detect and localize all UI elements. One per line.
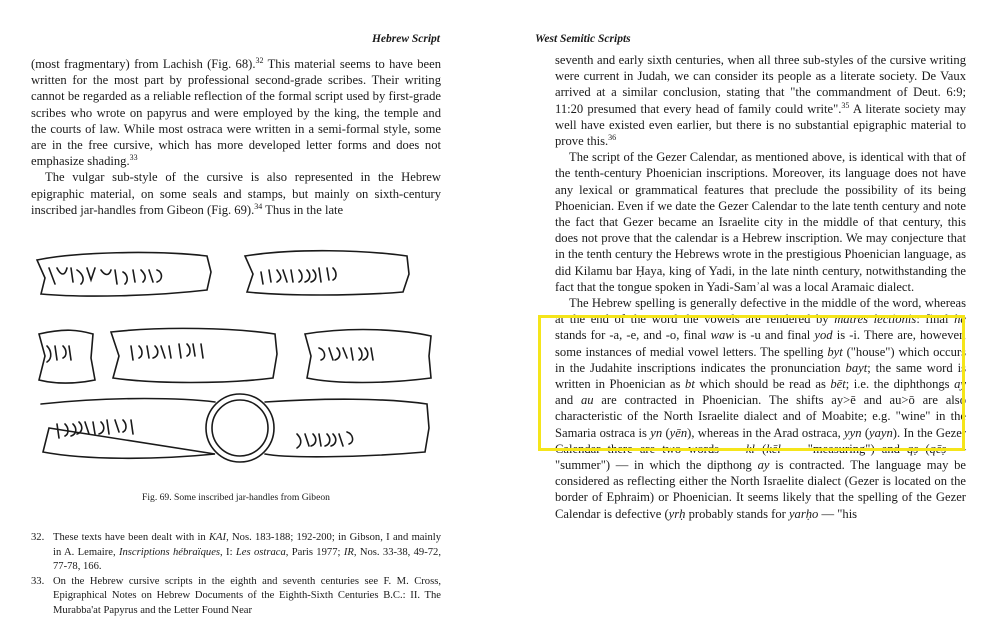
footnote (31, 575, 441, 619)
footnote-ref: 34 (254, 201, 263, 211)
cursive-inscription (49, 268, 162, 284)
footnote-ref: 35 (841, 100, 850, 110)
jar-handle-outline (39, 330, 95, 383)
jar-handles-figure (35, 238, 435, 470)
jar-handle-outline (41, 399, 429, 459)
right-page (505, 0, 985, 625)
seal-stamp-circle (206, 394, 274, 462)
left-body-text (31, 56, 441, 218)
running-head-left: Hebrew Script (371, 33, 440, 45)
cursive-inscription (47, 346, 71, 362)
jar-handle-outline (111, 328, 277, 382)
footnote-text: These texts have been dealt with in KAI, Nos. 183-188; 192-200; in Gibson, I and mainly in A. Lemaire, Inscriptions hébraïques, I: Les ostraca, Paris 1977; IR, Nos. 33-38, 49-72, 77-78, 166. (53, 532, 441, 573)
highlight-box (538, 315, 965, 451)
footnote-number: 33. (31, 575, 45, 587)
paragraph: The vulgar sub-style of the cursive is also represented in the Hebrew epigraphic material, on some seals and stamps, but mainly on sixth-century inscribed jar-handles from Gibeon (Fig. 69).$^{34}$ Thus in the late (31, 170, 441, 217)
right-body-text (555, 52, 966, 522)
cursive-inscription (297, 432, 353, 448)
cursive-inscription (319, 348, 373, 360)
footnote (31, 531, 441, 575)
paragraph-highlighted: The Hebrew spelling is generally defective in the middle of the word, whereas at the end of the word the vowels are rendered by matres lectionis: final he stands for -a, -e, and -o, final waw is -u and final yod is -i. There are, however, some instances of medial vowel letters. The spelling byt ("house") which occurs in the Judahite inscriptions indicates the pronunciation bayt; the same word is written in Phoenician as bt which should be read as bēt; i.e. the diphthongs ay and au are contracted in Phoenician. The shifts ay>ē and au>ō are also characteristic of the North Israelite dialect and of Moabite; e.g. "wine" in the Samaria ostraca is yn (yēn), whereas in the Arad ostraca, yyn (yayn). In the Gezer Calendar there are two words — kl (kēl — "measuring") and qṣ (qēṣ — "summer") — in which the dipthong ay is contracted. The language may be considered as reflecting either the North Israelite dialect (Gezer is located on the border of Ephraim) or Phoenician. It seems likely that the spelling of the Gezer Calendar is defective (yrḥ probably stands for yarḥo — "his (555, 296, 967, 521)
jar-handles-drawing (35, 238, 435, 470)
seal-stamp-inner-circle (212, 400, 268, 456)
paragraph: (most fragmentary) from Lachish (Fig. 68).$^{32}$ This material seems to have been written for the most part by professional second-grade scribes. Their writing cannot be regarded as a reliable reflection of the formal script used by first-grade scribes who wrote on papyrus and were employed by the king, the temple and the courts of law. While most ostraca were written in a semi-formal style, some are in the free cursive, which has more developed letter forms and does not emphasize shading.$^{33}$ (31, 55, 441, 169)
footnote-ref: 32 (255, 55, 264, 65)
footnote-text: On the Hebrew cursive scripts in the eighth and seventh centuries see F. M. Cross, Epigraphical Notes on Hebrew Documents of the Eighth-Sixth Centuries B.C.: II. The Murabba'at Papyrus and the Letter Found Near (53, 575, 441, 616)
cursive-inscription (261, 268, 336, 284)
paragraph: seventh and early sixth centuries, when all three sub-styles of the cursive writing were current in Judah, we can consider its people as a literate society. De Vaux arrived at a similar conclusion, stating that "the commandment of Deut. 6:9; 11:20 presumed that every head of family could write".$^{35}$ A literate society may well have existed even earlier, but there is no substantial epigraphic material to prove this.$^{36}$ (555, 53, 966, 149)
footnote-ref: 33 (129, 153, 138, 163)
running-head-right: West Semitic Scripts (535, 33, 631, 45)
cursive-inscription (131, 344, 203, 360)
footnote-ref: 36 (608, 132, 617, 142)
paragraph: The script of the Gezer Calendar, as mentioned above, is identical with that of the tenth-century Phoenician inscriptions. Moreover, its language does not have any lexical or grammatical features that preclude the possibility of its being Phoenician. Even if we date the Gezer Calendar to the late tenth century and note the fact that Gezer became an Israelite city in the middle of that century, this does not prove that the calendar is a Hebrew inscription. We may conjecture that in the tenth century the Hebrews wrote in the prestigious Phoenician language, as did Kilamu bar Ḥaya, king of Yadi, in the late ninth century, notwithstanding the fact that the tongue spoken in Yadi-Samʾal was a local Aramaic dialect. (555, 150, 966, 294)
figure-caption: Fig. 69. Some inscribed jar-handles from Gibeon (142, 492, 330, 503)
footnote-number: 32. (31, 532, 45, 543)
footnotes (31, 531, 441, 619)
left-page (0, 0, 470, 625)
